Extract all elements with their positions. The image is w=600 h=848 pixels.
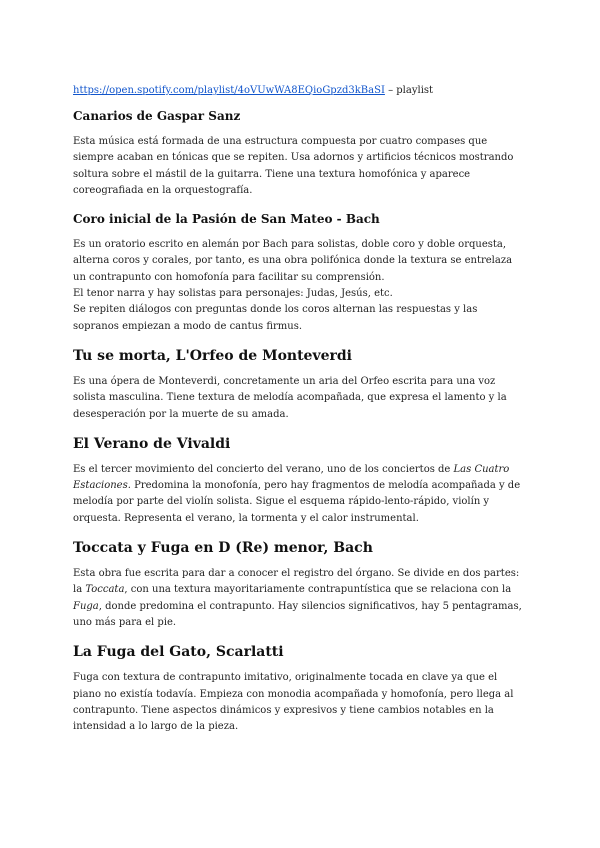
text-line: [73, 511, 535, 527]
text-run: desesperación por la muerte de su amada.: [73, 408, 289, 420]
text-line: [73, 150, 535, 166]
text-run: Esta obra fue escrita para dar a conocer el registro del órgano. Se divide en dos partes:: [73, 568, 520, 580]
text-run: Fuga con textura de contrapunto imitativo, originalmente tocada en clave ya que el: [73, 672, 498, 684]
heading-toccata-fuga: Toccata y Fuga en D (Re) menor, Bach: [73, 540, 373, 557]
text-run: siempre acaban en tónicas que se repiten. Usa adornos y artificios técnicos mostrando: [73, 152, 514, 164]
text-line: [73, 319, 535, 335]
text-line: [73, 719, 535, 735]
text-run: , donde predomina el contrapunto. Hay silencios significativos, hay 5 pentagramas,: [98, 600, 522, 612]
text-run: piano no existía todavía. Empieza con monodia acompañada y homofonía, pero llega al: [73, 688, 514, 700]
heading-canarios: Canarios de Gaspar Sanz: [73, 109, 241, 123]
text-run: intensidad a lo largo de la pieza.: [73, 721, 239, 733]
text-line: [73, 270, 535, 286]
italic-text: Fuga: [73, 600, 99, 612]
heading-verano-vivaldi: El Verano de Vivaldi: [73, 435, 231, 452]
text-line: [73, 687, 535, 703]
text-run: orquesta. Representa el verano, la tormenta y el calor instrumental.: [73, 512, 419, 524]
italic-text: Las Cuatro: [453, 463, 510, 475]
heading-fuga-gato: La Fuga del Gato, Scarlatti: [73, 644, 284, 661]
text-line: [73, 615, 535, 631]
text-run: contrapunto. Tiene aspectos dinámicos y expresivos y tiene cambios notables en la: [73, 704, 494, 716]
text-line: [73, 183, 535, 199]
text-line: [73, 478, 535, 494]
text-line: [73, 462, 535, 478]
text-line: [73, 237, 535, 253]
text-line: [73, 302, 535, 318]
text-line: [73, 374, 535, 390]
text-run: Esta música está formada de una estructura compuesta por cuatro compases que: [73, 136, 488, 147]
heading-orfeo: Tu se morta, L'Orfeo de Monteverdi: [73, 347, 352, 364]
playlist-line: [73, 84, 535, 98]
text-run: Es el tercer movimiento del concierto del verano, uno de los conciertos de: [73, 463, 454, 475]
paragraph-toccata-fuga: [73, 566, 535, 631]
text-line: [73, 407, 535, 423]
heading-pasion-san-mateo: Coro inicial de la Pasión de San Mateo - Bach: [73, 212, 380, 227]
paragraph-orfeo: [73, 374, 535, 423]
text-run: coreografiada en la orquestografía.: [73, 184, 253, 196]
text-line: [73, 670, 535, 686]
text-run: Es una ópera de Monteverdi, concretamente un aria del Orfeo escrita para una voz: [73, 375, 496, 387]
text-run: alterna coros y corales, por tanto, es una obra polifónica donde la textura se entrelaza: [73, 255, 513, 267]
paragraph-fuga-gato: [73, 670, 535, 735]
text-run: Es un oratorio escrito en alemán por Bach para solistas, doble coro y doble orquesta,: [73, 239, 507, 251]
spotify-playlist-link[interactable]: https://open.spotify.com/playlist/4oVUwWA8EQioGpzd3kBaSI: [73, 85, 385, 96]
paragraph-canarios: [73, 134, 535, 199]
text-line: [73, 703, 535, 719]
text-run: uno más para el pie.: [73, 616, 177, 628]
text-run: , con una textura mayoritariamente contrapuntística que se relaciona con la: [124, 584, 512, 596]
text-line: [73, 134, 535, 150]
text-run: solista masculina. Tiene textura de melodía acompañada, que expresa el lamento y la: [73, 392, 507, 404]
text-line: [73, 253, 535, 269]
text-line: [73, 390, 535, 406]
text-run: un contrapunto con homofonía para facilitar su comprensión.: [73, 271, 385, 283]
italic-text: Toccata: [85, 584, 125, 596]
paragraph-pasion-san-mateo: [73, 237, 535, 335]
text-run: Se repiten diálogos con preguntas donde los coros alternan las respuestas y las: [73, 304, 478, 316]
text-line: [73, 286, 535, 302]
paragraph-verano-vivaldi: [73, 462, 535, 527]
document-body: [73, 84, 535, 747]
text-line: [73, 566, 535, 582]
italic-text: Estaciones: [73, 480, 128, 492]
text-run: melodía por parte del violín solista. Sigue el esquema rápido-lento-rápido, violín y: [73, 496, 490, 508]
text-line: [73, 167, 535, 183]
text-line: [73, 582, 535, 598]
text-run: . Predomina la monofonía, pero hay fragmentos de melodía acompañada y de: [127, 480, 521, 492]
text-run: sopranos empiezan a modo de cantus firmus.: [73, 320, 303, 332]
playlist-suffix: – playlist: [384, 85, 434, 96]
text-run: soltura sobre el mástil de la guitarra. Tiene una textura homofónica y aparece: [73, 168, 471, 180]
text-line: [73, 494, 535, 510]
text-run: la: [73, 584, 86, 596]
text-line: [73, 599, 535, 615]
text-run: El tenor narra y hay solistas para personajes: Judas, Jesús, etc.: [73, 288, 393, 300]
